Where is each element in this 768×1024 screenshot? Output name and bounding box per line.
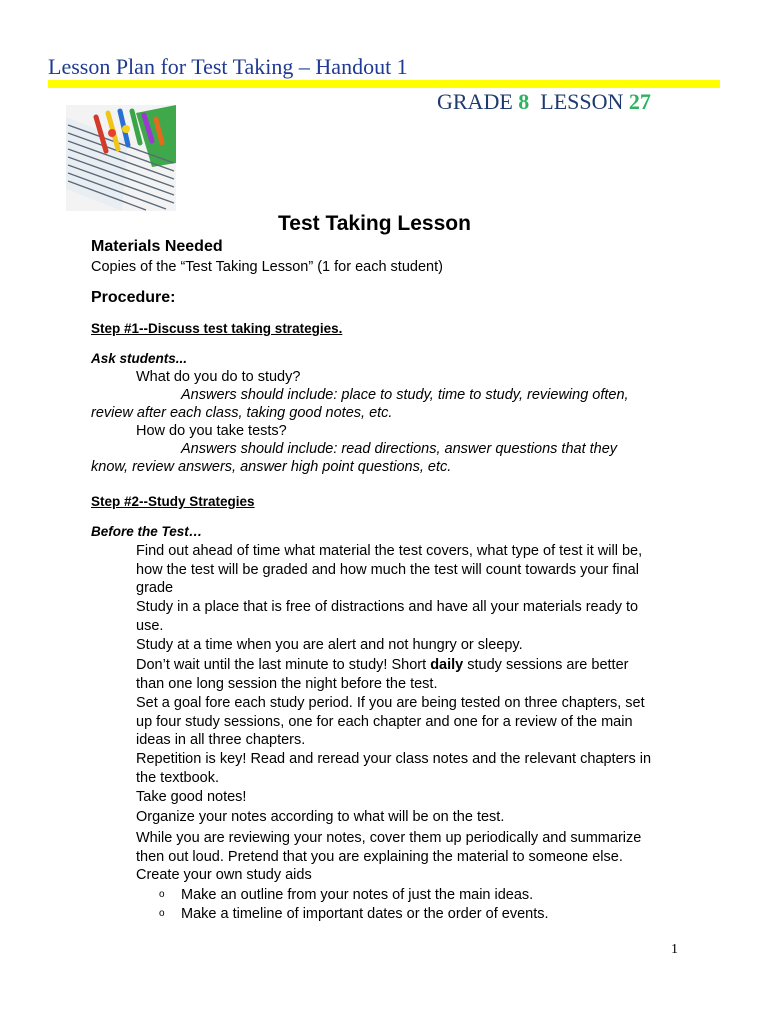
strategy-line: While you are reviewing your notes, cover them up periodically and summarize (136, 830, 642, 846)
step2-heading: Step #2--Study Strategies (91, 494, 255, 509)
strategy-line: use. (136, 618, 164, 634)
answer-2-line-1: Answers should include: read directions, answer questions that they (181, 441, 618, 457)
strategy-line: Take good notes! (136, 789, 247, 805)
strategy-line: Study in a place that is free of distractions and have all your materials ready to (136, 599, 639, 615)
strategy-line (136, 656, 628, 674)
grade-label: GRADE (437, 89, 513, 114)
grade-lesson-line (437, 89, 651, 115)
strategy-text: Don’t wait until the last minute to study! Short (136, 657, 427, 673)
grade-value: 8 (518, 89, 530, 114)
daily-emphasis: daily (430, 657, 464, 673)
strategy-line: Repetition is key! Read and reread your class notes and the relevant chapters in (136, 751, 652, 767)
materials-heading: Materials Needed (91, 238, 223, 255)
strategy-line: up four study sessions, one for each chapter and one for a review of the main (136, 714, 633, 730)
strategy-line: than one long session the night before the test. (136, 676, 438, 692)
question-2: How do you take tests? (136, 423, 287, 439)
bullet-marker: o (159, 908, 165, 919)
answer-1-line-2: review after each class, taking good notes, etc. (91, 405, 393, 421)
strategy-line: grade (136, 580, 174, 596)
strategy-line: how the test will be graded and how much the test will count towards your final (136, 562, 639, 578)
lesson-value: 27 (628, 89, 651, 114)
school-supplies-photo (66, 105, 176, 211)
study-aid-item: Make a timeline of important dates or the order of events. (181, 906, 549, 922)
answer-1-line-1: Answers should include: place to study, time to study, reviewing often, (181, 387, 629, 403)
strategy-line: Organize your notes according to what will be on the test. (136, 809, 505, 825)
question-1: What do you do to study? (136, 369, 301, 385)
procedure-heading: Procedure: (91, 289, 176, 306)
lesson-title: Test Taking Lesson (278, 212, 471, 235)
strategy-line: the textbook. (136, 770, 220, 786)
strategy-text: study sessions are better (467, 657, 629, 673)
materials-text: Copies of the “Test Taking Lesson” (1 for each student) (91, 259, 443, 275)
strategy-line: Create your own study aids (136, 867, 312, 883)
strategy-line: Study at a time when you are alert and not hungry or sleepy. (136, 637, 523, 653)
page-number: 1 (671, 942, 678, 957)
ask-students-label: Ask students... (91, 351, 188, 366)
before-test-label: Before the Test… (91, 524, 203, 539)
step1-heading: Step #1--Discuss test taking strategies. (91, 321, 343, 336)
strategy-line: then out loud. Pretend that you are explaining the material to someone else. (136, 849, 623, 865)
header-divider (48, 80, 720, 88)
study-aid-item: Make an outline from your notes of just the main ideas. (181, 887, 534, 903)
bullet-marker: o (159, 889, 165, 900)
lesson-label: LESSON (540, 89, 624, 114)
answer-2-line-2: know, review answers, answer high point questions, etc. (91, 459, 452, 475)
strategy-line: ideas in all three chapters. (136, 732, 306, 748)
document-header-title: Lesson Plan for Test Taking – Handout 1 (48, 54, 408, 79)
strategy-line: Find out ahead of time what material the test covers, what type of test it will be, (136, 543, 643, 559)
strategy-line: Set a goal fore each study period. If you are being tested on three chapters, set (136, 695, 645, 711)
